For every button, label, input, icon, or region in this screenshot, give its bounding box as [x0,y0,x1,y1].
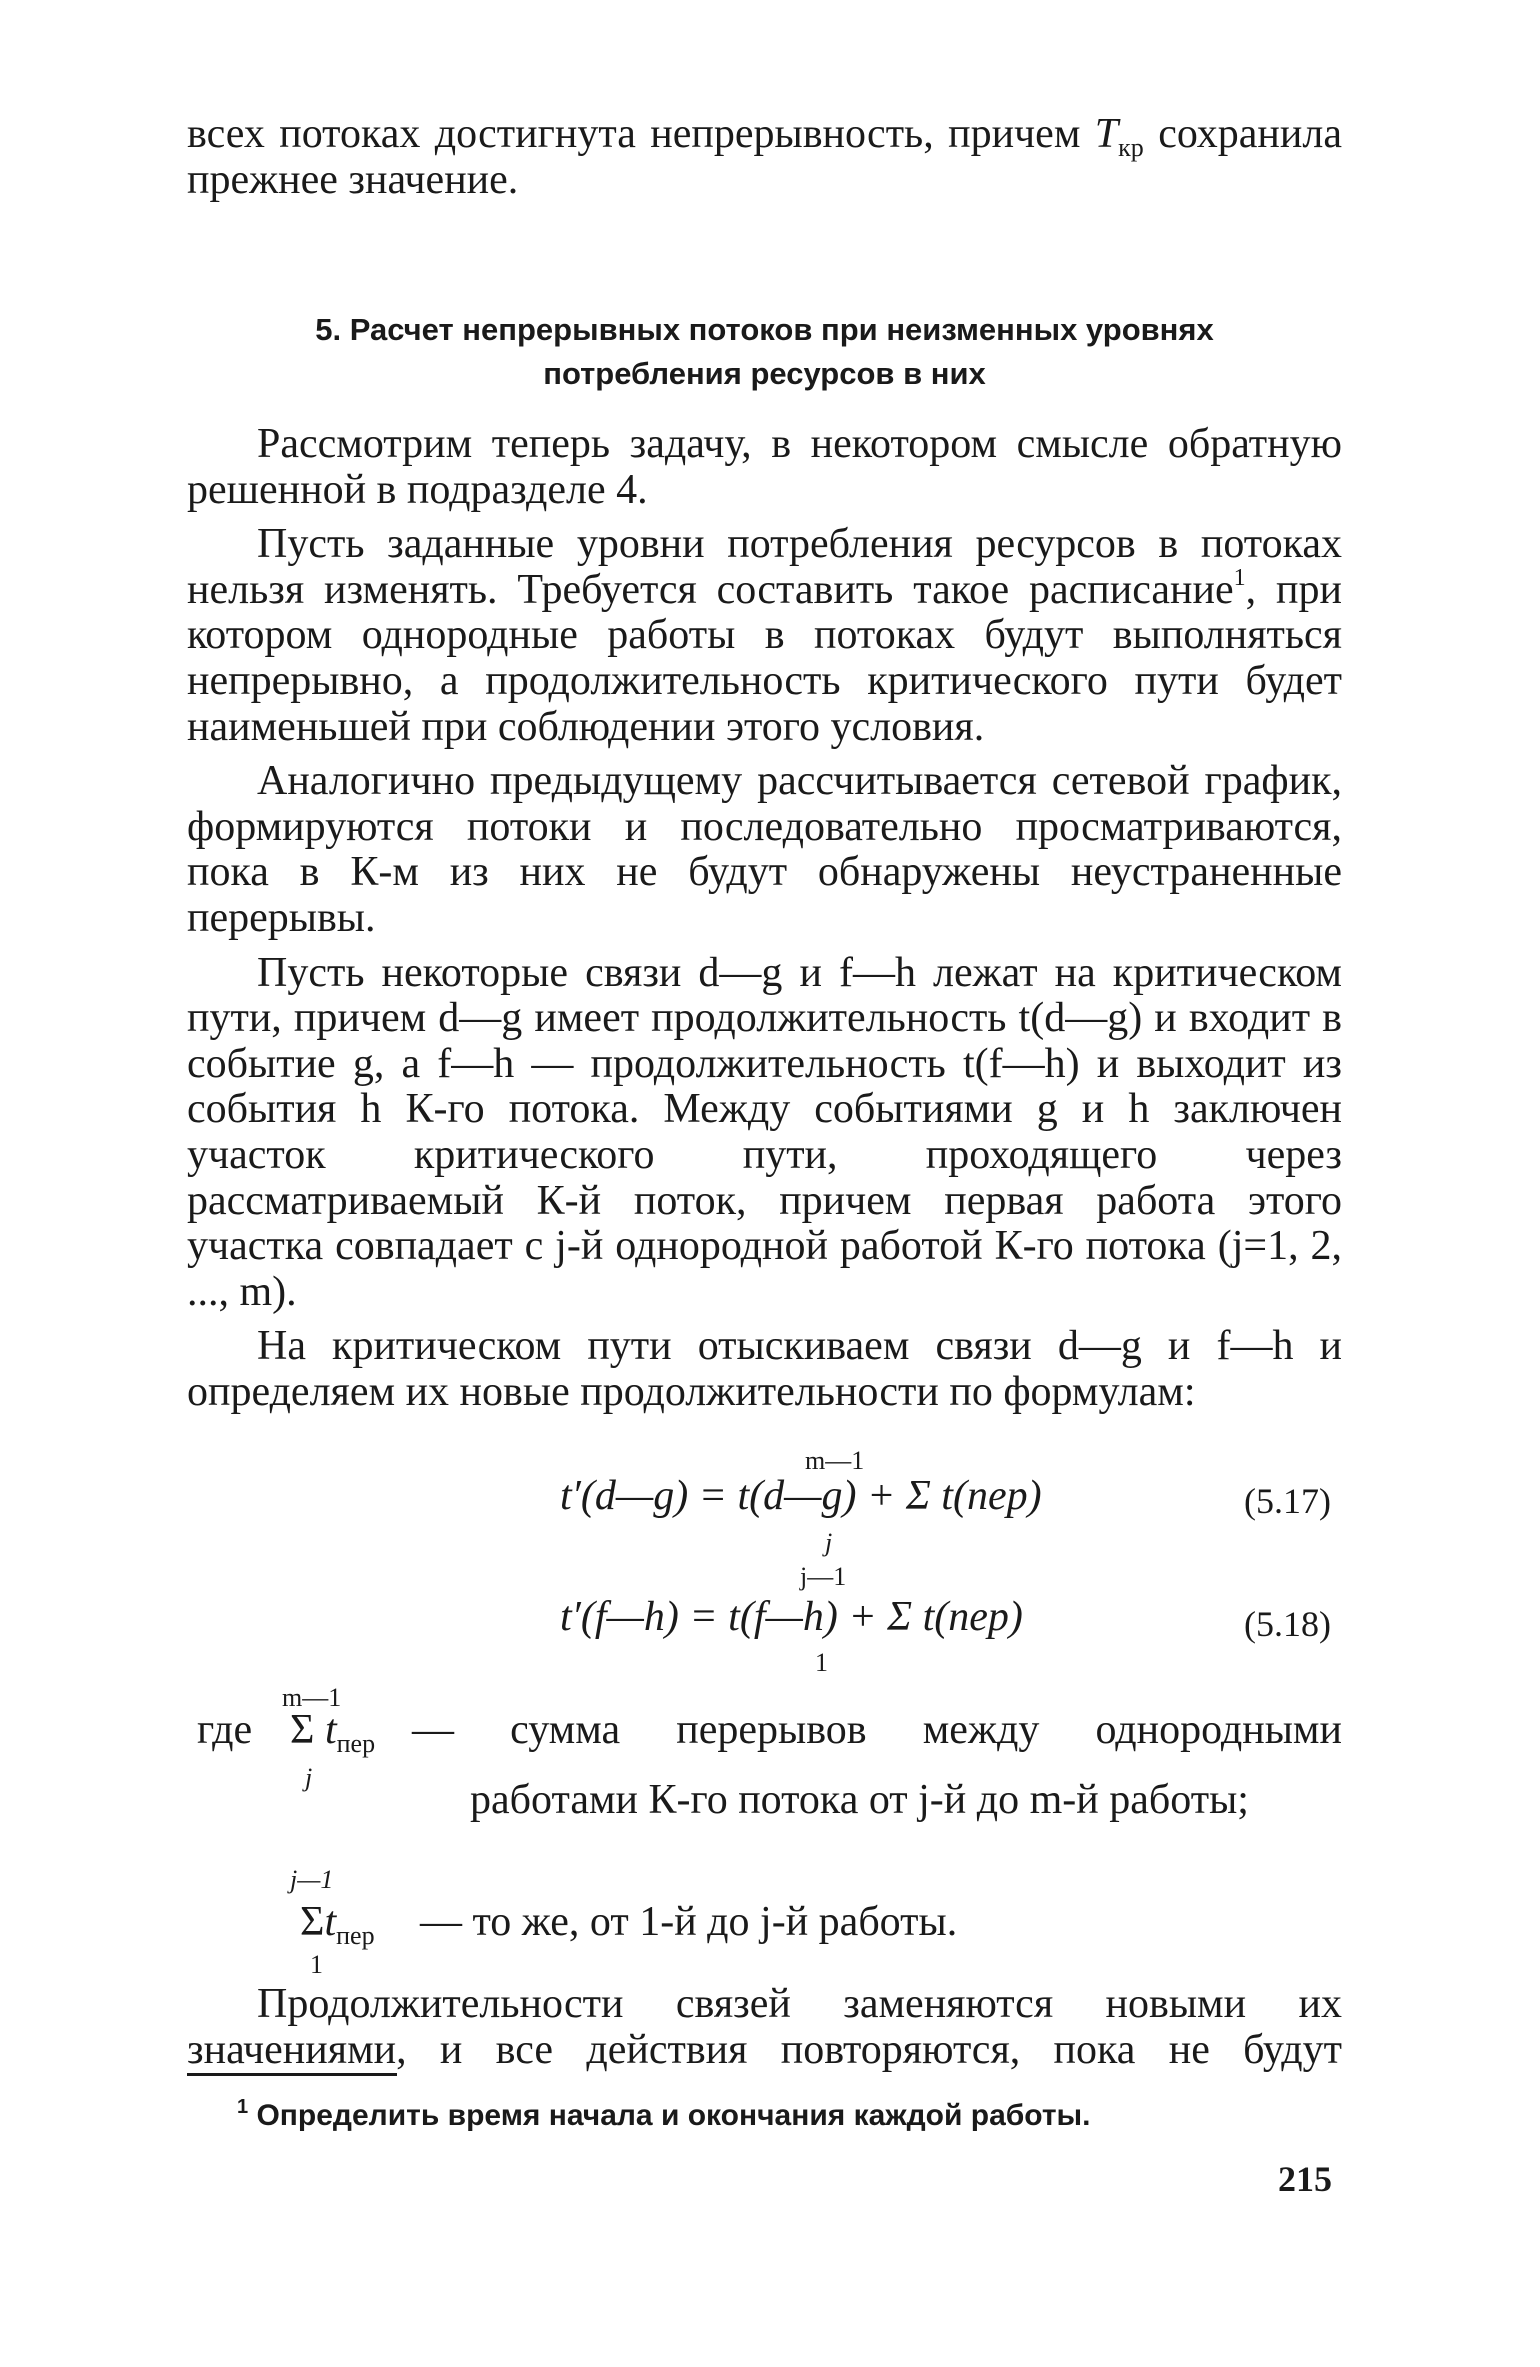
paragraph-4: Пусть некоторые связи d—g и f—h лежат на критическом пути, причем d—g имеет продолжительность t(d—g) и входит в событие g, а f—h — продолжительность t(f—h) и выходит из события h К-го потока. Между событиями g и h заключен участок критического пути, проходящего через рассматриваемый К-й поток, причем первая работа этого участка совпадает с j-й однородной работой К-го потока (j=1, 2, ..., m). [187,949,1342,1315]
paragraph-5: На критическом пути отыскиваем связи d—g и f—h и определяем их новые продолжительности по формулам: [187,1323,1342,1415]
paragraph-2-text-b: , при котором однородные работы в потоках будут выполняться непрерывно, а продолжительность критического пути будет наименьшей при соблюдении этого условия. [187,566,1342,750]
footnote [237,2096,1091,2136]
where-item2-lower: 1 [310,1950,323,1979]
paragraph-1: Рассмотрим теперь задачу, в некотором смысле обратную решенной в подразделе 4. [187,421,1342,513]
where-item2-upper: j—1 [290,1865,334,1894]
where-item1-lower: j [305,1763,313,1792]
section-heading-line1: 5. Расчет непрерывных потоков при неизменных уровнях [315,312,1214,347]
where-item1-upper: m—1 [282,1683,342,1712]
paragraph-6: Продолжительности связей заменяются новыми их значениями, и все действия повторяются, пока не будут [187,1981,1342,2073]
paragraph-2 [187,522,1342,750]
footnote-mark: 1 [237,2096,249,2118]
tkr-subscript: кр [1118,133,1144,162]
where-item1-line1: — сумма перерывов между однородными [412,1707,1342,1753]
footnote-rule [187,2073,397,2076]
eq1-lower-limit: j [825,1528,833,1557]
top-text-a: всех потоках достигнута непрерывность, причем [187,111,1095,157]
where-label: где [197,1707,253,1753]
section-heading [187,308,1342,396]
body-text [187,422,1342,1415]
paragraph-3: Аналогично предыдущему рассчитывается сетевой график, формируются потоки и последовательно просматриваются, пока в К-м из них не будут обнаружены неустраненные перерывы. [187,758,1342,941]
section-heading-line2: потребления ресурсов в них [543,356,986,391]
eq2-upper-limit: j—1 [800,1562,847,1591]
top-paragraph [187,112,1342,203]
eq2-lower-limit: 1 [815,1648,828,1677]
eq2-formula: t′(f—h) = t(f—h) + Σ t(пер) [560,1594,1023,1640]
tkr-symbol: T [1094,111,1119,157]
eq1-number: (5.17) [1244,1481,1331,1521]
footnote-ref: 1 [1233,564,1246,591]
eq1-formula: t′(d—g) = t(d—g) + Σ t(пер) [560,1473,1042,1519]
paragraph-2-text-a: Пусть заданные уровни потребления ресурсов в потоках нельзя изменять. Требуется составить такое расписание [187,521,1342,613]
top-text-b: сохранила прежнее значение. [187,111,1342,203]
page-number: 215 [1278,2159,1332,2199]
eq1-upper-limit: m—1 [805,1446,865,1475]
closing-paragraph [187,1982,1342,2073]
where-item1-line2: работами К-го потока от j-й до m-й работы; [470,1777,1249,1823]
where-item2-text: — то же, от 1-й до j-й работы. [420,1899,958,1945]
eq2-number: (5.18) [1244,1604,1331,1644]
where-item1-sum: Σ $t_{пер}$ [290,1707,376,1758]
footnote-text: Определить время начала и окончания каждой работы. [256,2099,1091,2132]
where-item2-sum: $\Sigma t_{пер}$ [300,1899,375,1950]
